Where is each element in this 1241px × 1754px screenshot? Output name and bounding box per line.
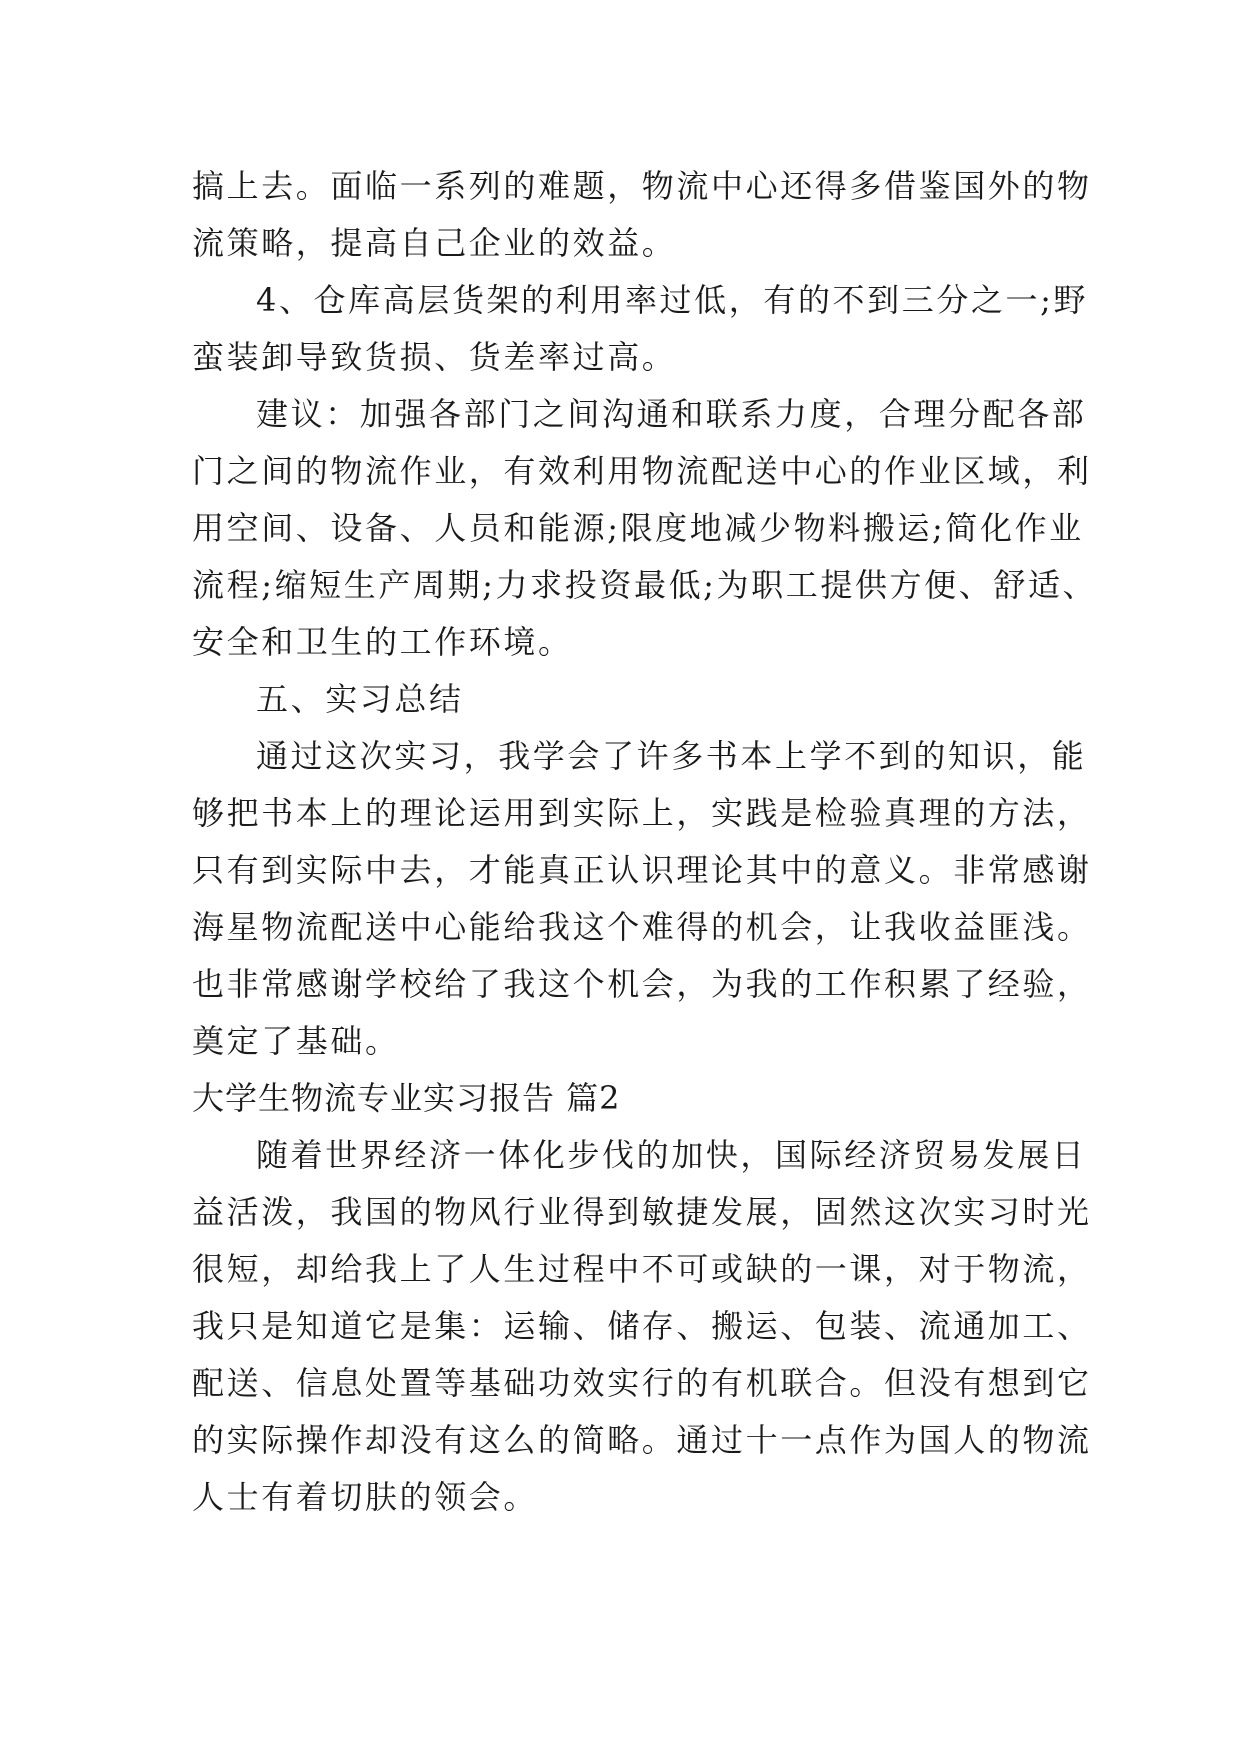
text-line: 够把书本上的理论运用到实际上，实践是检验真理的方法， [192, 794, 1092, 832]
text-line: 4、仓库高层货架的利用率过低，有的不到三分之一;野 [256, 281, 1089, 319]
text-line: 安全和卫生的工作环境。 [192, 623, 573, 661]
text-line: 奠定了基础。 [192, 1022, 400, 1060]
text-line: 很短，却给我上了人生过程中不可或缺的一课，对于物流， [192, 1250, 1092, 1288]
text-line: 蛮装卸导致货损、货差率过高。 [192, 338, 677, 376]
section-heading: 五、实习总结 [256, 680, 464, 718]
article-heading: 大学生物流专业实习报告 篇2 [192, 1079, 621, 1117]
text-line: 通过这次实习，我学会了许多书本上学不到的知识，能 [256, 737, 1087, 775]
text-line: 门之间的物流作业，有效利用物流配送中心的作业区域，利 [192, 452, 1092, 490]
text-line: 配送、信息处置等基础功效实行的有机联合。但没有想到它 [192, 1364, 1092, 1402]
text-line: 只有到实际中去，才能真正认识理论其中的意义。非常感谢 [192, 851, 1092, 889]
text-line: 也非常感谢学校给了我这个机会，为我的工作积累了经验， [192, 965, 1092, 1003]
text-line: 海星物流配送中心能给我这个难得的机会，让我收益匪浅。 [192, 908, 1092, 946]
text-line: 用空间、设备、人员和能源;限度地减少物料搬运;简化作业 [192, 509, 1084, 547]
text-line: 的实际操作却没有这么的简略。通过十一点作为国人的物流 [192, 1421, 1092, 1459]
text-line: 搞上去。面临一系列的难题，物流中心还得多借鉴国外的物 [192, 167, 1092, 205]
text-line: 随着世界经济一体化步伐的加快，国际经济贸易发展日 [256, 1136, 1087, 1174]
text-line: 益活泼，我国的物风行业得到敏捷发展，固然这次实习时光 [192, 1193, 1092, 1231]
text-line: 建议：加强各部门之间沟通和联系力度，合理分配各部 [256, 395, 1087, 433]
text-line: 流策略，提高自己企业的效益。 [192, 224, 677, 262]
text-line: 我只是知道它是集：运输、储存、搬运、包装、流通加工、 [192, 1307, 1092, 1345]
text-line: 流程;缩短生产周期;力求投资最低;为职工提供方便、舒适、 [192, 566, 1098, 604]
text-line: 人士有着切肤的领会。 [192, 1478, 539, 1516]
